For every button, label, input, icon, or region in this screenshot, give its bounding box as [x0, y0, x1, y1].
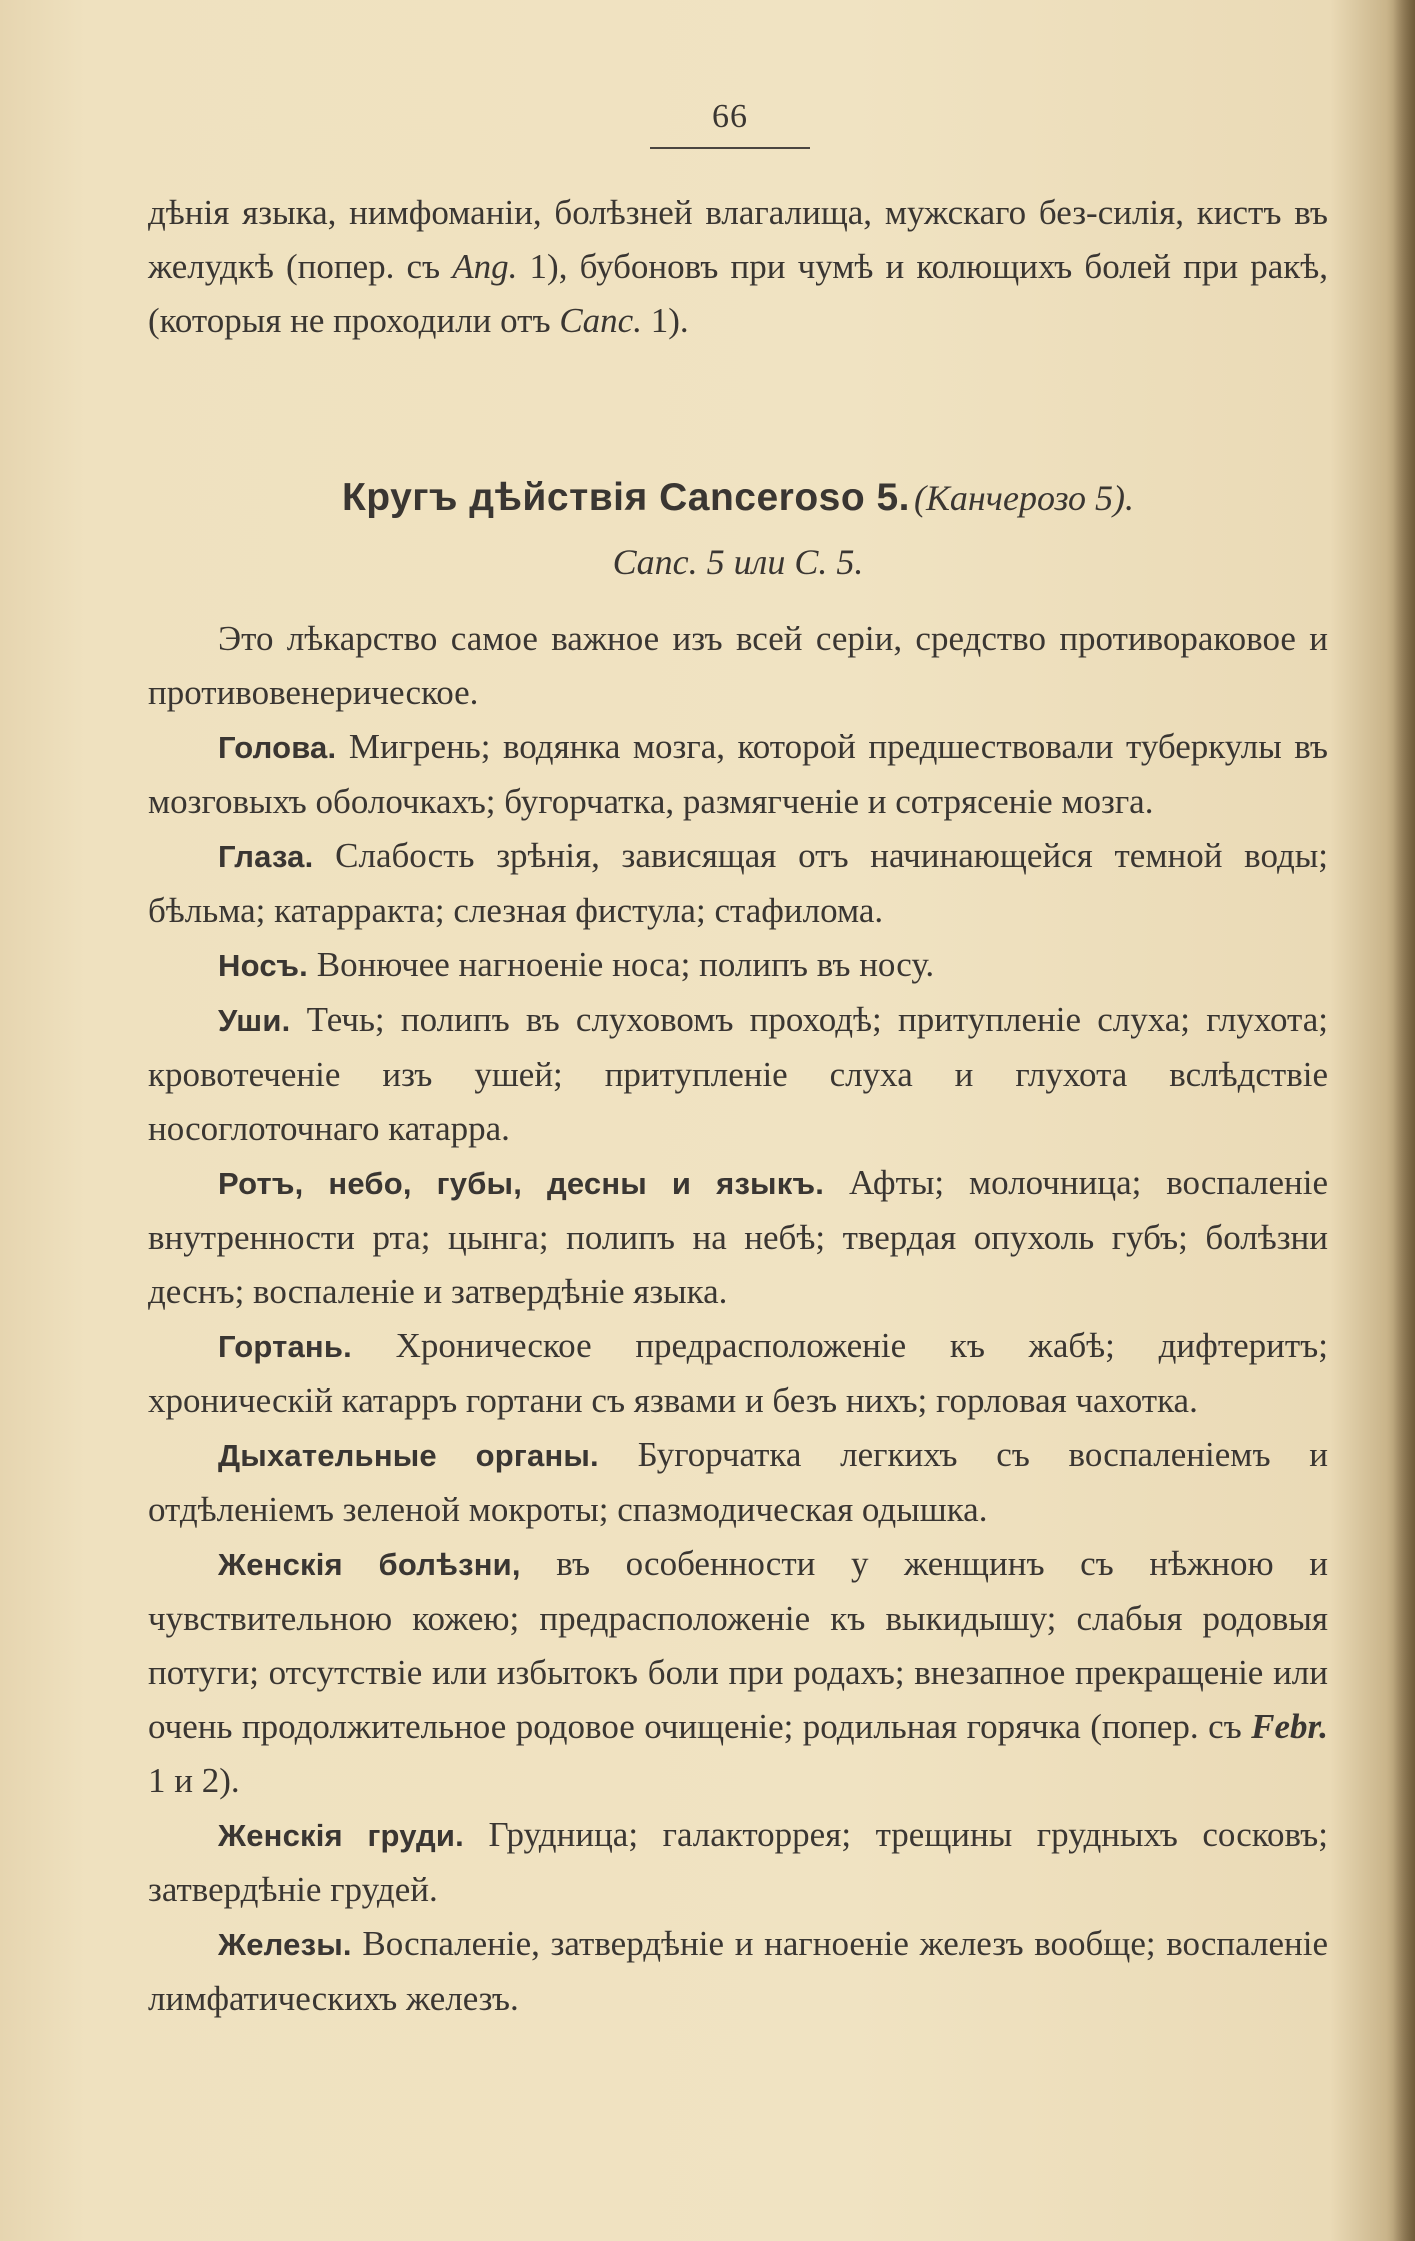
- continued-paragraph: [148, 186, 1328, 348]
- section-zhelezy: Железы. Воспаленіе, затвердѣніе и нагноеніе железъ вообще; воспаленіе лимфатическихъ железъ.: [148, 1924, 1328, 2018]
- section-nos: Носъ. Вонючее нагноеніе носа; полипъ въ носу.: [218, 945, 935, 984]
- title-subtitle: Canc. 5 или С. 5.: [612, 542, 864, 582]
- section-ushi: Уши. Течь; полипъ въ слуховомъ проходѣ; притупленіе слуха; глухота; кровотеченіе изъ ушей; притупленіе слуха и глухота вслѣдствіе носоглоточнаго катарра.: [148, 1000, 1328, 1148]
- page-number-rule: [650, 147, 810, 149]
- section-zhenskiya-grudi: Женскія груди. Грудница; галакторрея; трещины грудныхъ сосковъ; затвердѣніе грудей.: [148, 1815, 1328, 1909]
- intro-paragraph: дѣнія языка, нимфоманіи, болѣзней влагалища, мужскаго без-силія, кистъ въ желудкѣ (попер. съ Ang. 1), бубоновъ при чумѣ и колющихъ болей при ракѣ, (которыя не проходили отъ Canc. 1).: [148, 193, 1328, 340]
- section-gortan: Гортань. Хроническое предрасположеніе къ жабѣ; дифтеритъ; хроническій катарръ гортани съ язвами и безъ нихъ; горловая чахотка.: [148, 1326, 1328, 1420]
- intro-para: Это лѣкарство самое важное изъ всей серіи, средство противораковое и противовенерическое.: [148, 619, 1328, 712]
- title-italic: (Канчерозо 5).: [914, 478, 1135, 518]
- main-text: [148, 612, 1328, 2026]
- section-title: [148, 470, 1328, 590]
- section-dykhatelnye: Дыхательные органы. Бугорчатка легкихъ съ воспаленіемъ и отдѣленіемъ зеленой мокроты; спазмодическая одышка.: [148, 1435, 1328, 1529]
- section-glaza: Глаза. Слабость зрѣнія, зависящая отъ начинающейся темной воды; бѣльма; катарракта; слезная фистула; стафилома.: [148, 836, 1328, 930]
- page-number: 66: [712, 98, 748, 135]
- page-gutter-shadow: [1393, 0, 1415, 2241]
- title-main: Кругъ дѣйствія Cancerosо 5.: [341, 476, 911, 519]
- section-zhenskiya-bolezni: Женскія болѣзни, въ особенности у женщинъ съ нѣжною и чувствительною кожею; предрасположеніе къ выкидышу; слабыя родовыя потуги; отсутствіе или избытокъ боли при родахъ; внезапное прекращеніе или очень продолжительное родовое очищеніе; родильная горячка (попер. съ Febr. 1 и 2).: [148, 1544, 1328, 1800]
- section-rot: Ротъ, небо, губы, десны и языкъ. Афты; молочница; воспаленіе внутренности рта; цынга; полипъ на небѣ; твердая опухоль губъ; болѣзни деснъ; воспаленіе и затвердѣніе языка.: [148, 1163, 1328, 1311]
- section-head-golova: Голова. Мигрень; водянка мозга, которой предшествовали туберкулы въ мозговыхъ оболочкахъ; бугорчатка, размягченіе и сотрясеніе мозга.: [148, 727, 1328, 821]
